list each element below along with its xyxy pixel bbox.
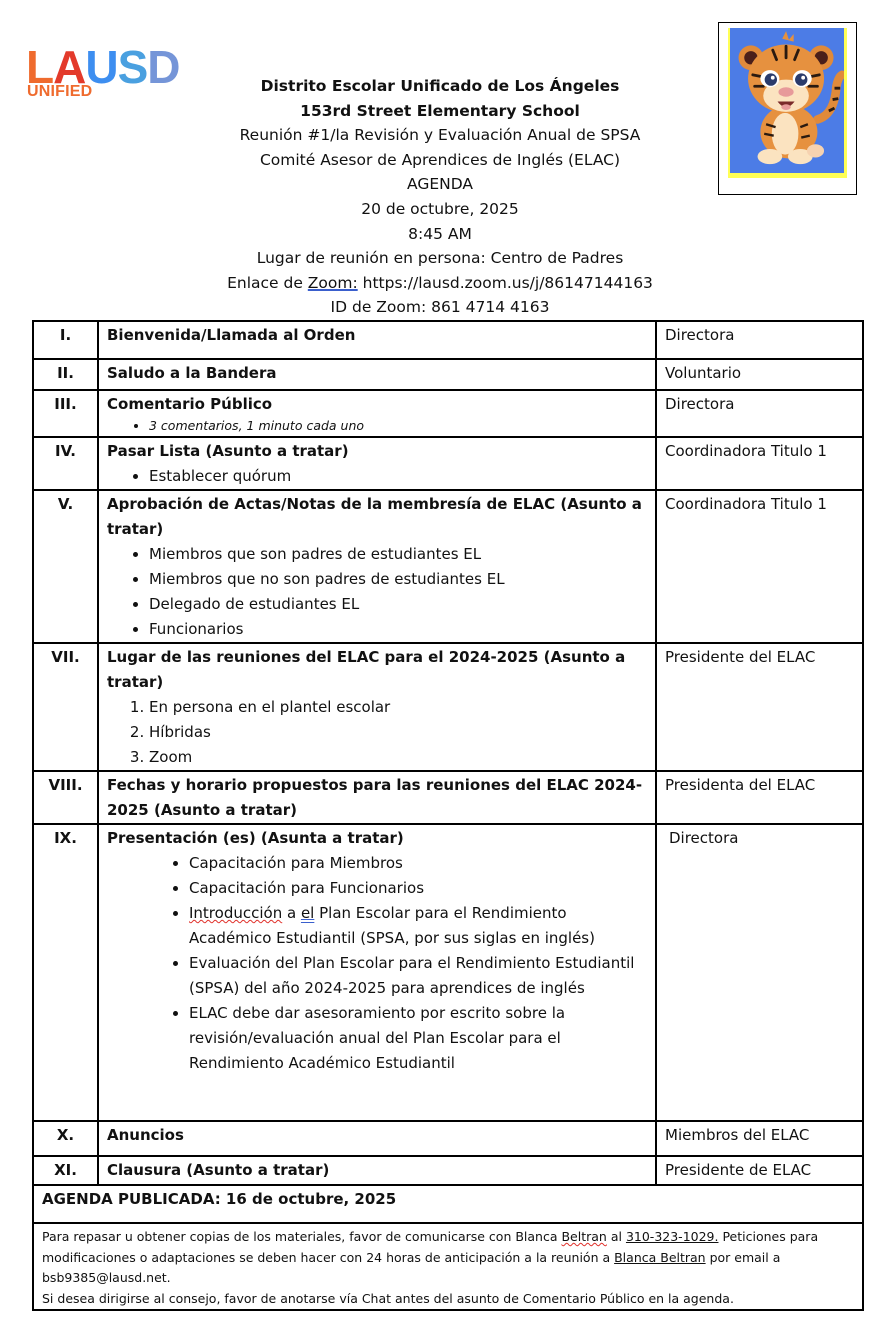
agenda-row <box>33 1156 863 1185</box>
item-responsible: Directora <box>656 390 863 437</box>
logo-subtitle: UNIFIED <box>27 83 93 100</box>
sub-list <box>149 542 649 642</box>
grammar-check-word: el <box>300 904 315 922</box>
sub-item: • ELAC debe dar asesoramiento por escrito sobre la revisión/evaluación anual del Plan Escolar para el Rendimiento Académico Estudiantil <box>189 1001 649 1076</box>
logo-letter: L <box>26 41 54 93</box>
item-responsible: Presidente del ELAC <box>656 643 863 771</box>
zoom-link-prefix: Enlace de <box>227 273 308 292</box>
school-name: 153rd Street Elementary School <box>300 101 580 120</box>
sub-item: 1. En persona en el plantel escolar <box>149 695 649 720</box>
agenda-row <box>33 490 863 643</box>
agenda-row <box>33 321 863 359</box>
meeting-location: Lugar de reunión en persona: Centro de Padres <box>256 249 624 268</box>
item-cell <box>98 437 656 490</box>
item-responsible: Coordinadora Titulo 1 <box>656 490 863 643</box>
tiger-mascot-icon <box>728 28 847 178</box>
text-run: a <box>282 904 301 922</box>
item-cell <box>98 643 656 771</box>
agenda-row <box>33 390 863 437</box>
zoom-id: ID de Zoom: 861 4714 4163 <box>330 298 550 317</box>
sub-list <box>149 464 649 489</box>
item-number: III. <box>33 390 98 437</box>
sub-item: 2. Híbridas <box>149 720 649 745</box>
sub-item: 3. Zoom <box>149 745 649 770</box>
tiger-illustration <box>730 28 844 173</box>
item-title: Fechas y horario propuestos para las reuniones del ELAC 2024-2025 (Asunto a tratar) <box>107 776 643 819</box>
contact-name-link[interactable]: Blanca Beltran <box>614 1249 706 1265</box>
meeting-title: Reunión #1/la Revisión y Evaluación Anual de SPSA <box>239 126 641 145</box>
contact-note <box>42 1227 854 1289</box>
agenda-table <box>32 320 864 1311</box>
agenda-row <box>33 1121 863 1156</box>
text-run: Plan Escolar para el Rendimiento Académico Estudiantil (SPSA, por sus siglas en inglés) <box>189 904 595 947</box>
agenda-row <box>33 643 863 771</box>
sub-list <box>149 417 649 435</box>
sub-item: • Capacitación para Funcionarios <box>189 876 649 901</box>
item-cell <box>98 1156 656 1185</box>
district-name: Distrito Escolar Unificado de Los Ángeles <box>260 77 620 95</box>
sub-item: • Miembros que son padres de estudiantes EL <box>149 542 649 567</box>
item-title: Anuncios <box>107 1126 184 1144</box>
item-responsible: Coordinadora Titulo 1 <box>656 437 863 490</box>
item-title: Clausura (Asunto a tratar) <box>107 1161 330 1179</box>
zoom-link-url[interactable]: https://lausd.zoom.us/j/86147144163 <box>357 273 653 292</box>
item-number: I. <box>33 321 98 359</box>
footer-notes <box>33 1223 863 1310</box>
item-cell <box>98 490 656 643</box>
doc-type: AGENDA <box>407 175 473 194</box>
sub-item: • Capacitación para Miembros <box>189 851 649 876</box>
logo-letter: S <box>117 41 148 93</box>
agenda-row <box>33 771 863 824</box>
text-run: Peticiones para modificaciones o adaptaciones se deben hacer con 24 horas de anticipación a la reunión a <box>42 1229 819 1265</box>
sub-item <box>189 901 649 951</box>
item-number: X. <box>33 1121 98 1156</box>
sub-item: • Delegado de estudiantes EL <box>149 592 649 617</box>
text-run: por email a bsb9385@lausd.net. <box>42 1249 781 1285</box>
mascot-frame <box>718 22 857 195</box>
sub-list <box>149 695 649 770</box>
item-number: VIII. <box>33 771 98 824</box>
item-title: Aprobación de Actas/Notas de la membresía de ELAC (Asunto a tratar) <box>107 495 642 538</box>
item-number: VII. <box>33 643 98 771</box>
item-title: Lugar de las reuniones del ELAC para el 2024-2025 (Asunto a tratar) <box>107 648 626 691</box>
item-cell <box>98 824 656 1121</box>
sub-item: • 3 comentarios, 1 minuto cada uno <box>149 417 649 435</box>
item-responsible: Voluntario <box>656 359 863 390</box>
item-title: Bienvenida/Llamada al Orden <box>107 326 356 344</box>
logo-letter: A <box>53 41 86 93</box>
item-title: Presentación (es) (Asunta a tratar) <box>107 829 404 847</box>
item-cell <box>98 771 656 824</box>
committee-name: Comité Asesor de Aprendices de Inglés (ELAC) <box>259 150 621 169</box>
item-number: V. <box>33 490 98 643</box>
text-run: Para repasar u obtener copias de los materiales, favor de comunicarse con Blanca <box>42 1229 562 1244</box>
item-responsible: Directora <box>656 321 863 359</box>
item-responsible: Presidenta del ELAC <box>656 771 863 824</box>
item-responsible: Directora <box>656 824 863 1121</box>
zoom-link[interactable] <box>180 271 700 296</box>
public-comment-note: Si desea dirigirse al consejo, favor de anotarse vía Chat antes del asunto de Comentario Público en la agenda. <box>42 1290 734 1306</box>
item-cell <box>98 1121 656 1156</box>
item-title: Pasar Lista (Asunto a tratar) <box>107 442 349 460</box>
item-title: Saludo a la Bandera <box>107 364 277 382</box>
item-number: XI. <box>33 1156 98 1185</box>
agenda-row <box>33 359 863 390</box>
spellcheck-word: Introducción <box>189 904 283 922</box>
logo-letter: U <box>85 41 118 93</box>
agenda-row <box>33 824 863 1121</box>
item-number: IV. <box>33 437 98 490</box>
item-number: IX. <box>33 824 98 1121</box>
document-header <box>180 74 700 320</box>
item-responsible: Miembros del ELAC <box>656 1121 863 1156</box>
item-cell <box>98 321 656 359</box>
footer-row <box>33 1223 863 1310</box>
text-run: al <box>606 1229 626 1244</box>
published-row <box>33 1185 863 1223</box>
spellcheck-word: Beltran <box>561 1229 607 1244</box>
item-cell <box>98 390 656 437</box>
logo-letter: D <box>147 41 180 93</box>
item-cell <box>98 359 656 390</box>
sub-item: • Miembros que no son padres de estudiantes EL <box>149 567 649 592</box>
zoom-link-word: Zoom: <box>307 273 358 292</box>
sub-item: • Establecer quórum <box>149 464 649 489</box>
sub-item: • Evaluación del Plan Escolar para el Rendimiento Estudiantil (SPSA) del año 2024-2025 para aprendices de inglés <box>189 951 649 1001</box>
sub-list <box>189 851 649 1076</box>
meeting-time: 8:45 AM <box>408 224 472 243</box>
meeting-date: 20 de octubre, 2025 <box>361 199 519 218</box>
sub-item: • Funcionarios <box>149 617 649 642</box>
item-responsible: Presidente de ELAC <box>656 1156 863 1185</box>
agenda-row <box>33 437 863 490</box>
item-number: II. <box>33 359 98 390</box>
item-title: Comentario Público <box>107 395 273 413</box>
phone-link[interactable]: 310-323-1029. <box>625 1229 719 1244</box>
published-date: AGENDA PUBLICADA: 16 de octubre, 2025 <box>33 1185 863 1223</box>
